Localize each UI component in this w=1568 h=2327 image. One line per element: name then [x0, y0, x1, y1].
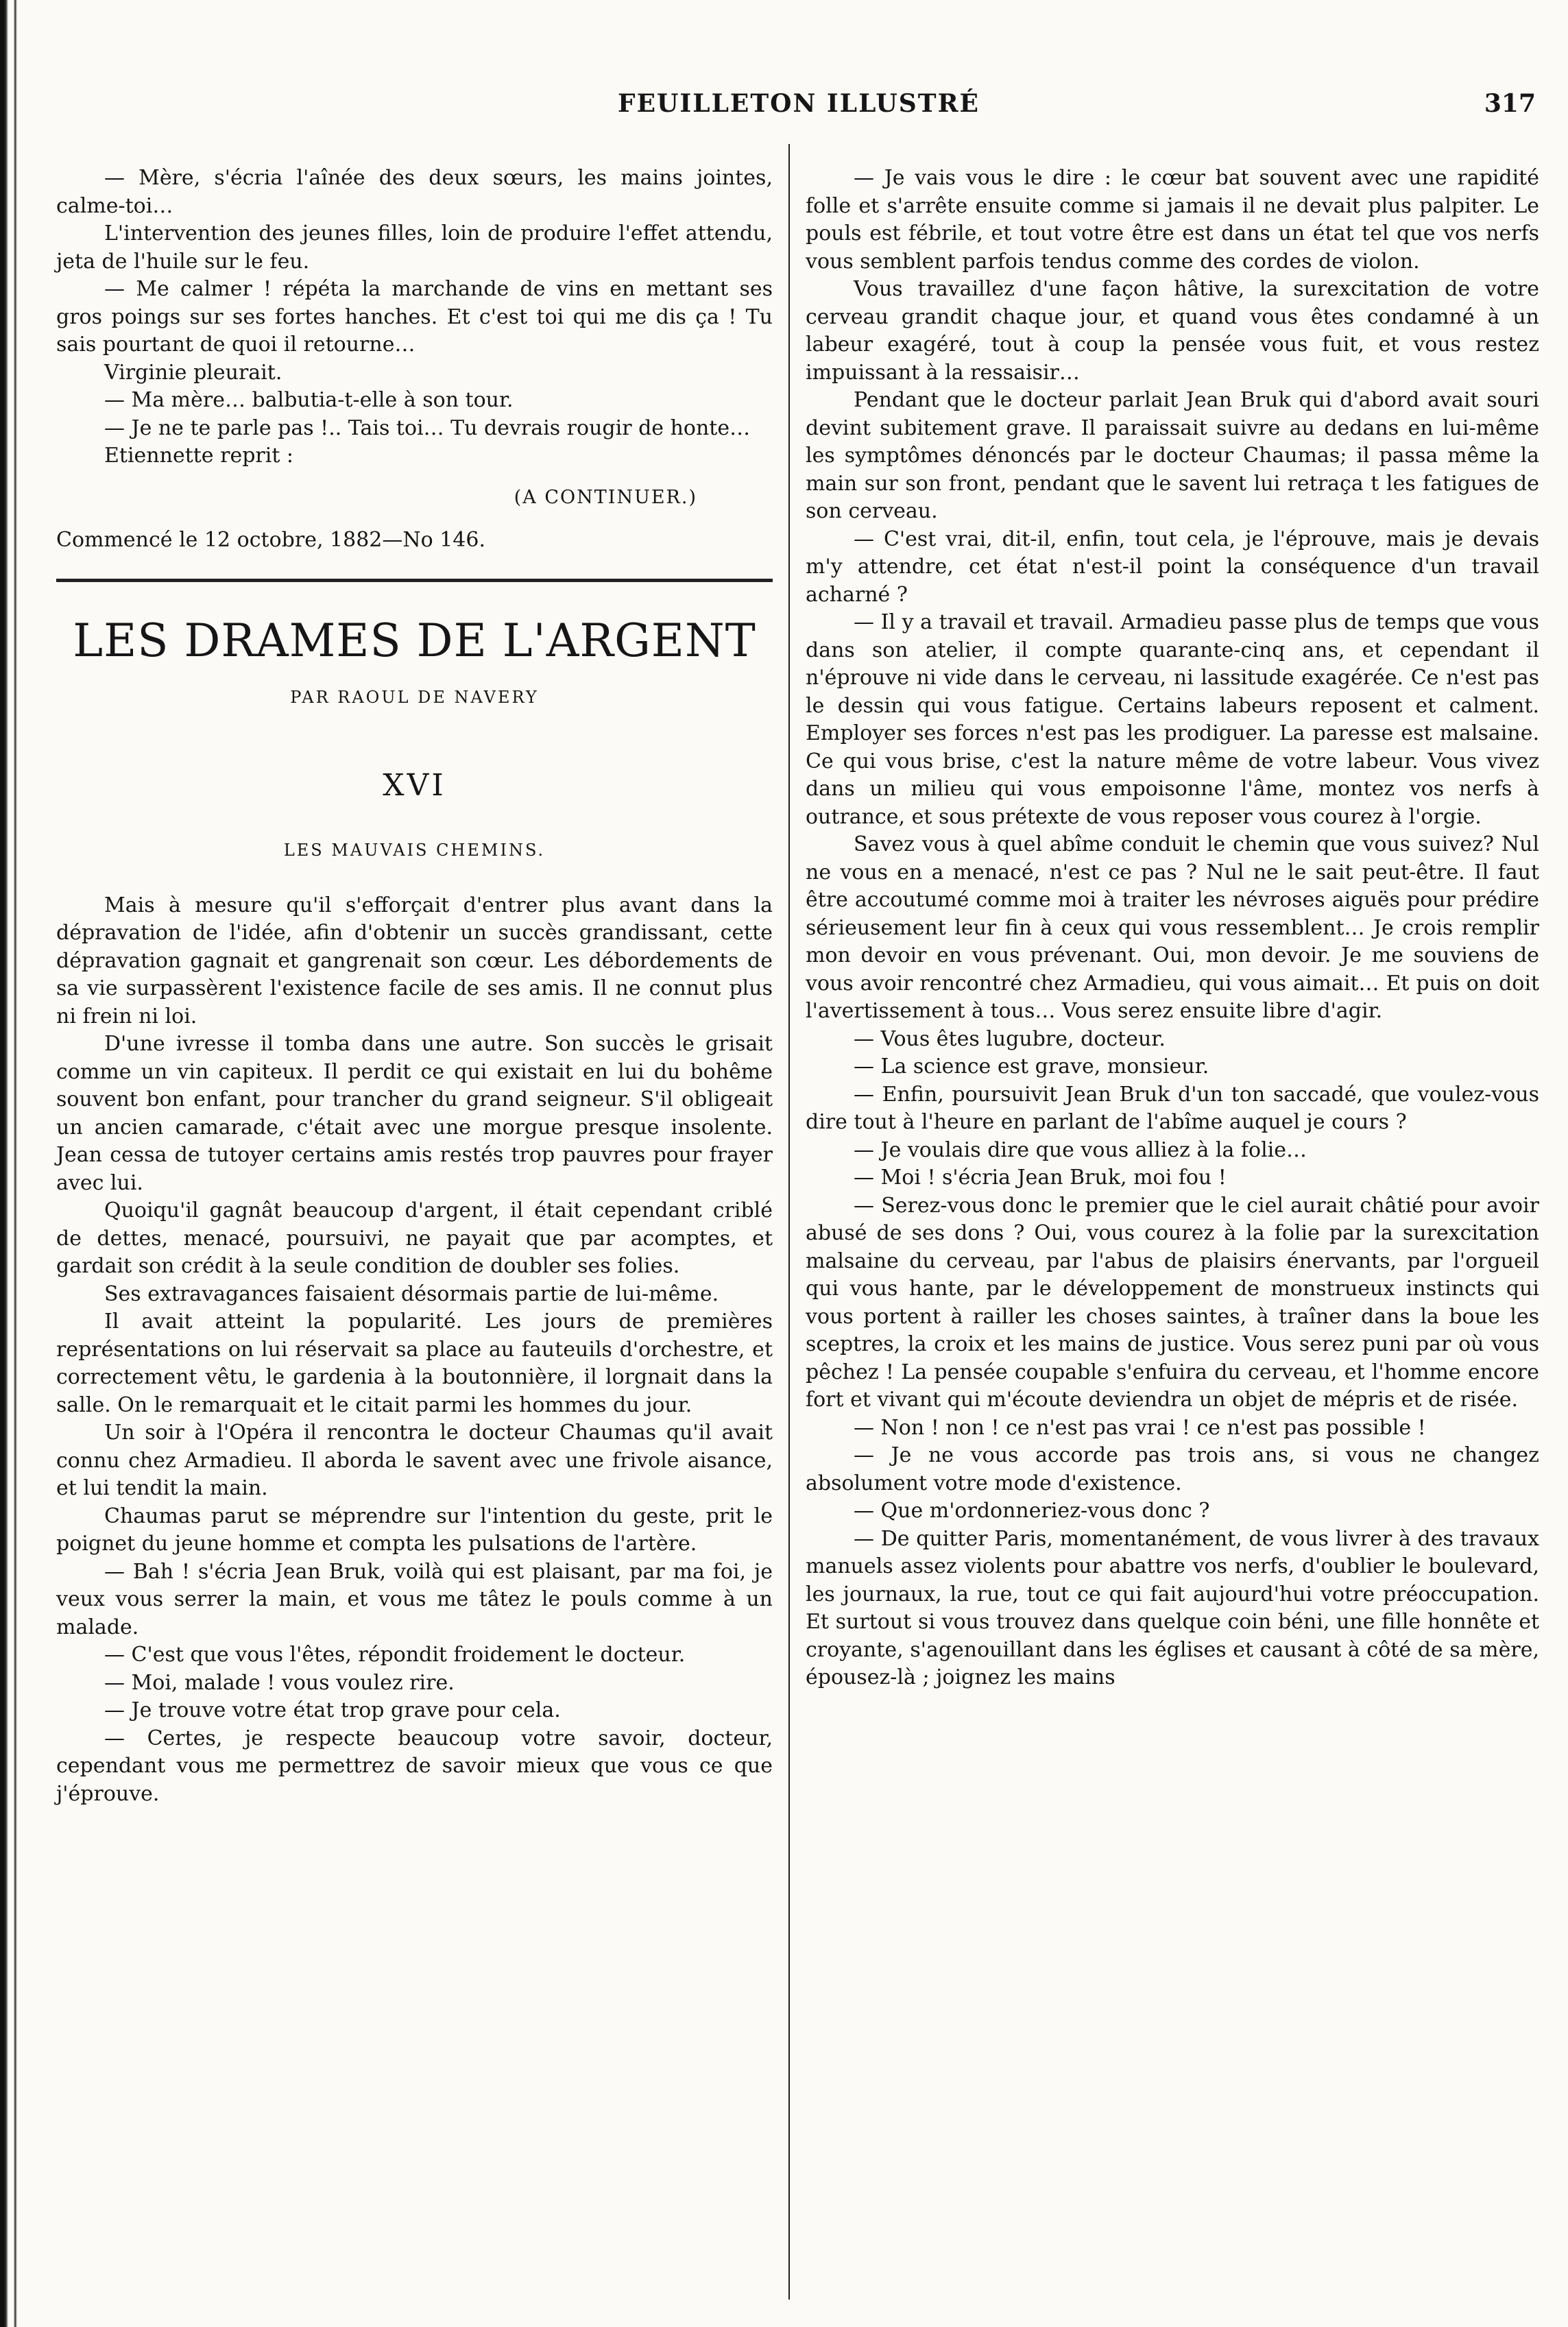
paragraph: Pendant que le docteur parlait Jean Bruk qui d'abord avait souri devint subitement grave. Il paraissait suivre au dedans en lui-même les symptômes dénoncés par le docteur Chaumas; il passa même la main sur son front, pendant que le savent lui retraça t les fatigues de son cerveau.: [806, 388, 1539, 523]
chapter-text: [56, 892, 773, 1809]
paragraph: — Bah ! s'écria Jean Bruk, voilà qui est plaisant, par ma foi, je veux vous serrer la main, et vous me tâtez le pouls comme à un malade.: [56, 1559, 773, 1639]
paragraph: L'intervention des jeunes filles, loin de produire l'effet attendu, jeta de l'huile sur le feu.: [56, 221, 773, 274]
paragraph: Virginie pleurait.: [104, 360, 282, 385]
paragraph: — C'est que vous l'êtes, répondit froidement le docteur.: [104, 1643, 686, 1667]
column-divider: [788, 144, 790, 2300]
left-column: [56, 165, 773, 2300]
paragraph: — Enfin, poursuivit Jean Bruk d'un ton saccadé, que voulez-vous dire tout à l'heure en parlant de l'abîme auquel je cours ?: [806, 1082, 1539, 1134]
running-head: [62, 89, 1536, 130]
paragraph: — De quitter Paris, momentanément, de vous livrer à des travaux manuels assez violents pour abattre vos nerfs, d'oublier le boulevard, les journaux, la rue, tout ce qui fait aujourd'hui votre préoccupation. Et surtout si vous trouvez dans quelque coin béni, une fille honnête et croyante, s'agenouillant dans les églises et causant à côté de sa mère, épousez-là ; joignez les mains: [806, 1526, 1539, 1689]
running-title: FEUILLETON ILLUSTRÉ: [618, 89, 980, 118]
paragraph: — Non ! non ! ce n'est pas vrai ! ce n'est pas possible !: [854, 1415, 1426, 1440]
paragraph: — Je voulais dire que vous alliez à la folie…: [854, 1137, 1307, 1162]
to-be-continued-label: (A CONTINUER.): [514, 486, 697, 508]
paragraph: Il avait atteint la popularité. Les jours de premières représentations on lui réservait sa place au fauteuils d'orchestre, et correctement vêtu, le gardenia à la boutonnière, il lorgnait dans la salle. On le remarquait et le citait parmi les hommes du jour.: [56, 1310, 773, 1417]
paragraph: — Serez-vous donc le premier que le ciel aurait châtié pour avoir abusé de ses dons ? Oui, vous courez à la folie par la surexcitation malsaine du cerveau, par l'abus de plaisirs énervants, par l'orgueil qui vous hante, par le développement de monstrueux instincts qui vous portent à railler les choses saintes, à traîner dans la boue les sceptres, la croix et les mains de justice. Vous serez puni par où vous pêchez ! La pensée coupable s'enfuira du cerveau, et l'homme encore fort et vivant qui m'écoute deviendra un objet de mépris et de risée.: [806, 1193, 1539, 1412]
paragraph: — Je vais vous le dire : le cœur bat souvent avec une rapidité folle et s'arrête ensuite comme si jamais il ne devait plus palpiter. Le pouls est fébrile, et tout votre être est dans un état tel que vos nerfs vous semblent parfois tendus comme des cordes de violon.: [806, 166, 1539, 274]
chapter-number: XVI: [383, 767, 446, 803]
right-column: [806, 165, 1539, 2300]
paragraph: — Vous êtes lugubre, docteur.: [854, 1026, 1166, 1051]
paragraph: — Que m'ordonneriez-vous donc ?: [854, 1499, 1210, 1523]
paragraph: — C'est vrai, dit-il, enfin, tout cela, je l'éprouve, mais je devais m'y attendre, cet état n'est-il point la conséquence d'un travail acharné ?: [806, 527, 1539, 607]
section-rule: [56, 579, 773, 582]
to-be-continued: [56, 470, 773, 527]
serial-start-note: Commencé le 12 octobre, 1882—No 146.: [56, 527, 486, 552]
paragraph: — Certes, je respecte beaucoup votre savoir, docteur, cependant vous me permettrez de savoir mieux que vous ce que j'éprouve.: [56, 1726, 773, 1806]
chapter-title: LES MAUVAIS CHEMINS.: [283, 841, 546, 860]
paragraph: — Mère, s'écria l'aînée des deux sœurs, les mains jointes, calme-toi…: [56, 166, 773, 218]
paragraph: — Me calmer ! répéta la marchande de vins en mettant ses gros poings sur ses fortes hanches. Et c'est toi qui me dis ça ! Tu sais pourtant de quoi il retourne…: [56, 277, 773, 357]
paragraph: Un soir à l'Opéra il rencontra le docteur Chaumas qu'il avait connu chez Armadieu. Il aborda le savent avec une frivole aisance, et lui tendit la main.: [56, 1421, 773, 1500]
paragraph: Ses extravagances faisaient désormais partie de lui-même.: [104, 1281, 719, 1306]
paragraph: — Moi ! s'écria Jean Bruk, moi fou !: [854, 1166, 1227, 1190]
paragraph: Chaumas parut se méprendre sur l'intention du geste, prit le poignet du jeune homme et compta les pulsations de l'artère.: [56, 1504, 773, 1556]
page-number: 317: [1484, 89, 1536, 118]
paragraph: — Je ne vous accorde pas trois ans, si vous ne changez absolument votre mode d'existence.: [806, 1443, 1539, 1495]
paragraph: — Ma mère… balbutia-t-elle à son tour.: [104, 388, 514, 412]
paragraph: — Je trouve votre état trop grave pour cela.: [104, 1698, 561, 1722]
paragraph: Vous travaillez d'une façon hâtive, la surexcitation de votre cerveau grandit chaque jour, et quand vous êtes condamné à un labeur exagéré, tout à coup la pensée vous fuit, et vous restez impuissant à la ressaisir…: [806, 277, 1539, 385]
paragraph: Quoiqu'il gagnât beaucoup d'argent, il était cependant criblé de dettes, menacé, poursuivi, ne payait que par acomptes, et gardait son crédit à la seule condition de doubler ses folies.: [56, 1198, 773, 1278]
paragraph: Etiennette reprit :: [104, 444, 294, 468]
page-binding-edge: [0, 0, 33, 2327]
paragraph: — La science est grave, monsieur.: [854, 1054, 1209, 1078]
paragraph: D'une ivresse il tomba dans une autre. Son succès le grisait comme un vin capiteux. Il perdit ce qui existait en lui du bohême souvent bon enfant, pour trancher du grand seigneur. S'il obligeait un ancien camarade, c'était avec une morgue presque insolente. Jean cessa de tutoyer certains amis restés trop pauvres pour frayer avec lui.: [56, 1032, 773, 1195]
paragraph: — Je ne te parle pas !.. Tais toi… Tu devrais rougir de honte…: [104, 415, 751, 440]
paragraph: Mais à mesure qu'il s'efforçait d'entrer plus avant dans la dépravation de l'idée, afin d'obtenir un succès grandissant, cette dépravation gagnait et gangrenait son cœur. Les débordements de sa vie surpassèrent l'existence facile de ses amis. Il ne connut plus ni frein ni loi.: [56, 893, 773, 1028]
previous-story-end: [56, 165, 773, 470]
paragraph: — Moi, malade ! vous voulez rire.: [104, 1670, 455, 1695]
paragraph: Savez vous à quel abîme conduit le chemin que vous suivez? Nul ne vous en a menacé, n'est ce pas ? Nul ne le sait peut-être. Il faut être accoutumé comme moi à traiter les névroses aiguës pour prédire sérieusement leur fin à ceux qui vous ressemblent… Je crois remplir mon devoir en vous prévenant. Oui, mon devoir. Je me souviens de vous avoir rencontré chez Armadieu, qui vous aimait… Et puis on doit l'avertissement à tous… Vous serez ensuite libre d'agir.: [806, 832, 1539, 1023]
story-byline: PAR RAOUL DE NAVERY: [290, 688, 539, 707]
story-title: LES DRAMES DE L'ARGENT: [73, 614, 756, 667]
paragraph: — Il y a travail et travail. Armadieu passe plus de temps que vous dans son atelier, il compte quarante-cinq ans, et cependant il n'éprouve ni vide dans le cerveau, ni lassitude exagérée. Ce n'est pas le dessin qui vous fatigue. Certains labeurs reposent et calment. Employer ses forces n'est pas les prodiguer. La paresse est malsaine. Ce qui vous brise, c'est la nature même de votre labeur. Vous vivez dans un milieu qui vous empoisonne l'âme, montez vos nerfs à outrance, et sous prétexte de vous reposer vous courez à l'orgie.: [806, 610, 1539, 829]
